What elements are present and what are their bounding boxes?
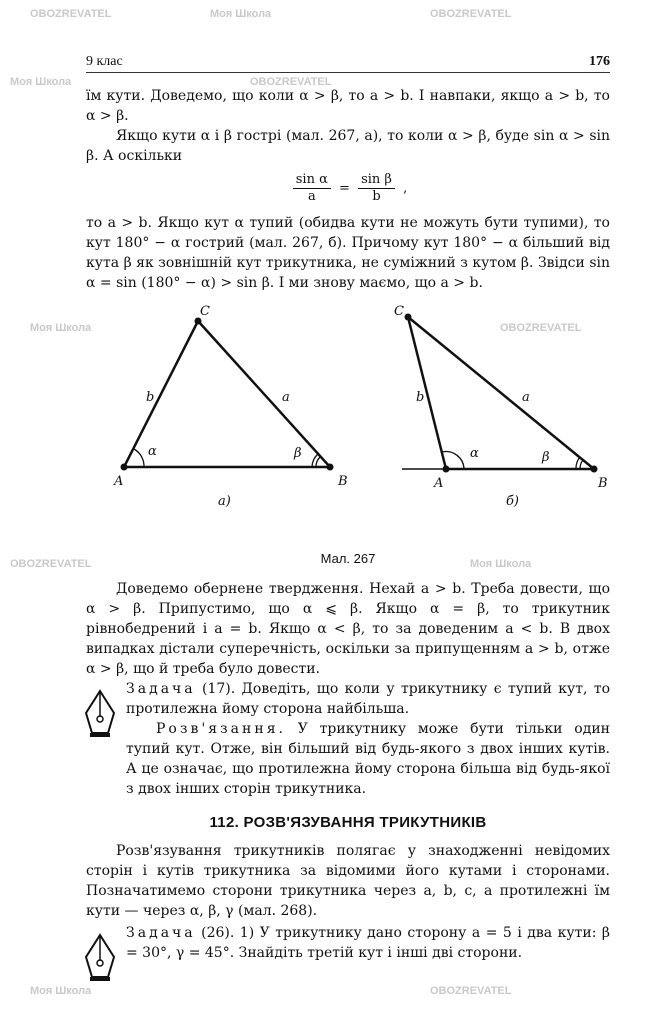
watermark: OBOZREVATEL	[430, 985, 512, 997]
label-C: C	[200, 305, 210, 319]
label-C: C	[394, 305, 404, 319]
watermark: OBOZREVATEL	[430, 8, 512, 20]
task-label: Задача	[126, 925, 196, 941]
task-text: (26). 1) У трикутнику дано сторону a = 5 і два кути: β = 30°, γ = 45°. Знайдіть третій кут і інші дві сторони.	[126, 925, 610, 961]
section-heading: 112. РОЗВ'ЯЗУВАННЯ ТРИКУТНИКІВ	[209, 814, 487, 831]
solution-text: У трикутнику може бути тільки один тупий кут. Отже, він більший від будь-якого з двох інших кутів. А це означає, що протилежна йому сторона більша від будь-якої з двох інших сторін трикутника.	[126, 721, 610, 797]
label-side-b: b	[416, 390, 425, 405]
label-A: A	[114, 474, 124, 489]
formula	[86, 172, 610, 205]
paragraph: Доведемо обернене твердження. Нехай a > b. Треба довести, що α > β. Припустимо, що α ⩽ β. Якщо α = β, то трикутник рівнобедрений і a = b. Якщо α < β, то за доведеним a < b. В двох випадках дістали суперечність, оскільки за припущенням a > b, отже α > β, що й треба було довести.	[86, 581, 610, 677]
subfigure-label: a)	[218, 494, 231, 509]
numerator: sin β	[358, 172, 395, 189]
page-body	[86, 86, 610, 963]
label-B: B	[338, 474, 348, 489]
label-alpha: α	[470, 446, 479, 461]
fraction-left	[293, 172, 331, 205]
watermark: Моя Школа	[10, 76, 72, 88]
angle-beta-arc	[580, 460, 583, 469]
label-side-a: a	[522, 390, 530, 405]
class-label: 9 клас	[86, 54, 123, 69]
figure-267	[86, 305, 610, 545]
label-side-a: a	[282, 390, 290, 405]
vertex-b	[327, 464, 334, 471]
label-A: A	[434, 476, 444, 491]
triangle-b	[394, 305, 608, 509]
task-text: (17). Доведіть, що коли у трикутнику є тупий кут, то протилежна йому сторона найбільша.	[126, 681, 610, 717]
triangle-a	[113, 305, 348, 509]
solution-label: Розв'язання.	[156, 721, 286, 737]
vertex-b	[591, 466, 598, 473]
vertex-a	[443, 466, 450, 473]
label-alpha: α	[148, 444, 157, 459]
label-B: B	[598, 476, 608, 491]
angle-beta-arc	[576, 457, 580, 469]
watermark: OBOZREVATEL	[500, 322, 582, 334]
task-17	[86, 679, 610, 799]
vertex-c	[405, 314, 412, 321]
watermark: OBOZREVATEL	[250, 76, 332, 88]
angle-beta-arc	[316, 457, 320, 467]
figure-caption: Мал. 267	[320, 551, 376, 566]
paragraph: то a > b. Якщо кут α тупий (обидва кути не можуть бути тупими), то кут 180° − α гострий (мал. 267, б). Причому кут 180° − α більший від кута β як зовнішній кут трикутника, не суміжний з кутом β. Звідси sin α = sin (180° − α) > sin β. І ми знову маємо, що a > b.	[86, 215, 610, 291]
angle-alpha-arc	[134, 449, 144, 467]
watermark: Моя Школа	[470, 558, 532, 570]
paragraph: Розв'язування трикутників полягає у знаходженні невідомих сторін і кутів трикутника за відомими його кутами і сторонами. Позначатимемо сторони трикутника через a, b, c, а протилежні їм кути — через α, β, γ (мал. 268).	[86, 843, 610, 919]
page-header	[86, 50, 610, 73]
vertex-a	[121, 464, 128, 471]
watermark: OBOZREVATEL	[30, 8, 112, 20]
watermark: Моя Школа	[30, 985, 92, 997]
fraction-right	[358, 172, 395, 205]
denominator: b	[372, 189, 381, 204]
task-label: Задача	[126, 681, 196, 697]
paragraph: Якщо кути α і β гострі (мал. 267, а), то коли α > β, буде sin α > sin β. А оскільки	[86, 128, 610, 164]
watermark: Моя Школа	[30, 322, 92, 334]
watermark: Моя Школа	[210, 8, 272, 20]
pen-nib-icon	[80, 931, 120, 983]
numerator: sin α	[293, 172, 331, 189]
equals-sign: =	[339, 181, 350, 196]
subfigure-label: б)	[506, 494, 520, 509]
formula-comma: ,	[403, 181, 408, 196]
triangle-figures	[86, 305, 610, 545]
label-beta: β	[294, 446, 302, 461]
label-beta: β	[542, 450, 550, 465]
label-side-b: b	[146, 390, 155, 405]
page-number: 176	[589, 54, 610, 69]
watermark: OBOZREVATEL	[10, 558, 92, 570]
denominator: a	[307, 189, 316, 204]
paragraph: їм кути. Доведемо, що коли α > β, то a > b. І навпаки, якщо a > b, то α > β.	[86, 88, 610, 124]
task-26	[86, 923, 610, 963]
pen-nib-icon	[80, 687, 120, 739]
